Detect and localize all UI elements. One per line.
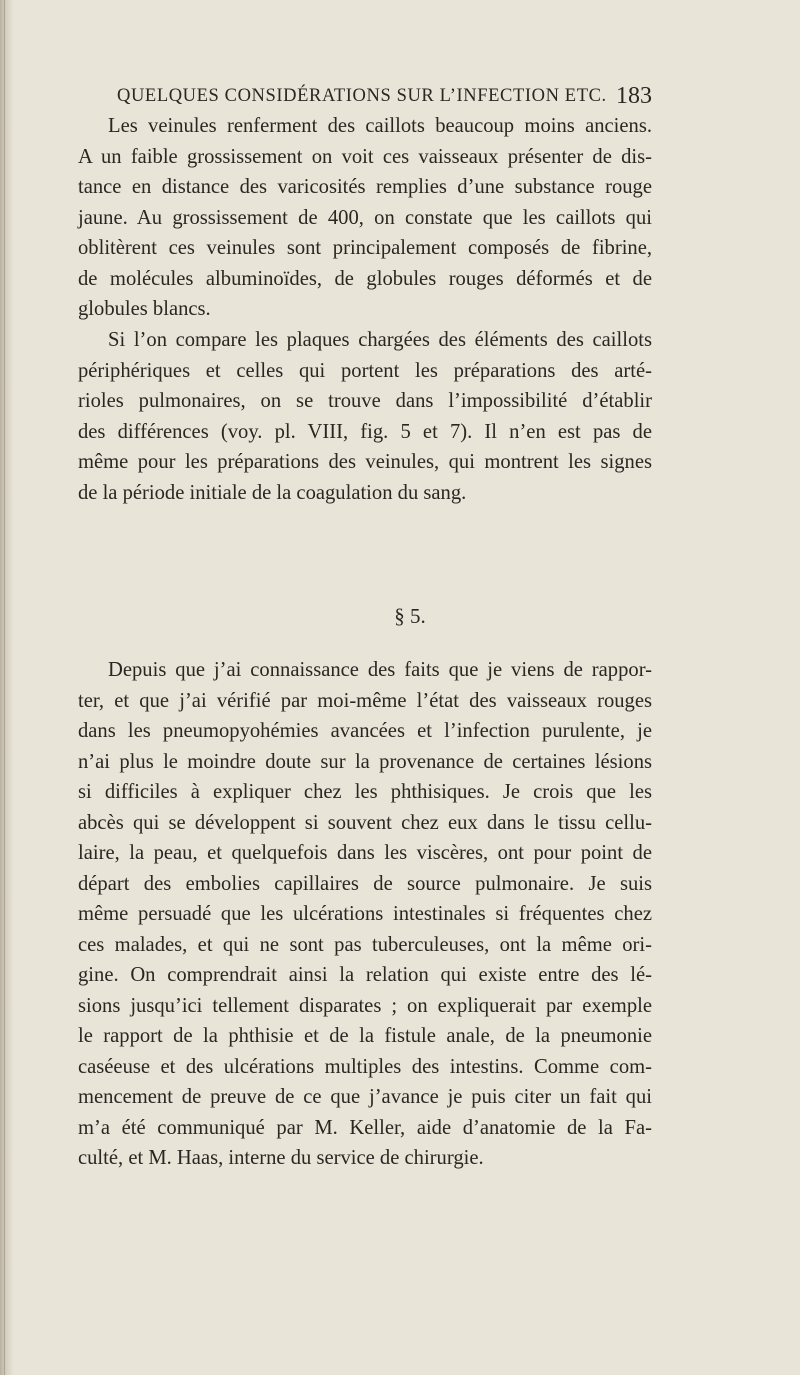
text-line: si difficiles à expliquer chez les phthisiques. Je crois que les xyxy=(78,781,652,803)
section-heading xyxy=(0,604,800,629)
text-line: de molécules albuminoïdes, de globules rouges déformés et de xyxy=(78,267,652,290)
text-line: globules blancs. xyxy=(78,298,211,320)
text-line: même persuadé que les ulcérations intestinales si fréquentes chez xyxy=(78,903,652,925)
paragraph-caillots xyxy=(78,111,652,325)
text-line: de la période initiale de la coagulation du sang. xyxy=(78,481,467,504)
text-line: Depuis que j’ai connaissance des faits que je viens de rappor- xyxy=(108,659,652,681)
text-line: mencement de preuve de ce que j’avance je puis citer un fait qui xyxy=(78,1086,652,1108)
text-line: périphériques et celles qui portent les préparations des arté- xyxy=(78,359,652,382)
text-line: laire, la peau, et quelquefois dans les viscères, ont pour point de xyxy=(78,842,652,864)
text-line: gine. On comprendrait ainsi la relation qui existe entre des lé- xyxy=(78,964,652,986)
text-line: culté, et M. Haas, interne du service de chirurgie. xyxy=(78,1147,484,1169)
paragraph-section-5 xyxy=(78,655,652,1174)
page-number: 183 xyxy=(616,83,652,109)
text-line: départ des embolies capillaires de source pulmonaire. Je suis xyxy=(78,872,652,895)
section-heading-text: § 5. xyxy=(394,604,426,628)
text-line: rioles pulmonaires, on se trouve dans l’impossibilité d’établir xyxy=(78,390,652,412)
text-line: abcès qui se développent si souvent chez eux dans le tissu cellu- xyxy=(78,811,652,834)
paragraph-comparaison xyxy=(78,325,652,508)
text-line: le rapport de la phthisie et de la fistule anale, de la pneumonie xyxy=(78,1025,652,1047)
text-line: A un faible grossissement on voit ces vaisseaux présenter de dis- xyxy=(78,145,652,168)
text-line: m’a été communiqué par M. Keller, aide d’anatomie de la Fa- xyxy=(78,1116,652,1139)
text-line: dans les pneumopyohémies avancées et l’infection purulente, je xyxy=(78,720,652,742)
text-line: sions jusqu’ici tellement disparates ; on expliquerait par exemple xyxy=(78,994,652,1017)
text-line: jaune. Au grossissement de 400, on constate que les caillots qui xyxy=(78,206,652,229)
text-line: Si l’on compare les plaques chargées des éléments des caillots xyxy=(108,329,652,351)
text-line: tance en distance des varicosités remplies d’une substance rouge xyxy=(78,176,652,198)
running-head xyxy=(117,83,652,114)
page-edge-shadow xyxy=(0,0,14,1375)
text-line: des différences (voy. pl. VIII, fig. 5 et 7). Il n’en est pas de xyxy=(78,420,652,443)
text-line: oblitèrent ces veinules sont principalement composés de fibrine, xyxy=(78,237,652,259)
text-line: n’ai plus le moindre doute sur la provenance de certaines lésions xyxy=(78,750,652,773)
text-line: ter, et que j’ai vérifié par moi-même l’état des vaisseaux rouges xyxy=(78,689,652,712)
text-line: Les veinules renferment des caillots beaucoup moins anciens. xyxy=(108,115,652,137)
text-line: caséeuse et des ulcérations multiples des intestins. Comme com- xyxy=(78,1055,652,1078)
text-line: ces malades, et qui ne sont pas tuberculeuses, ont la même ori- xyxy=(78,933,652,956)
text-line: même pour les préparations des veinules, qui montrent les signes xyxy=(78,451,652,473)
running-title: QUELQUES CONSIDÉRATIONS SUR L’INFECTION ETC. xyxy=(117,86,607,106)
